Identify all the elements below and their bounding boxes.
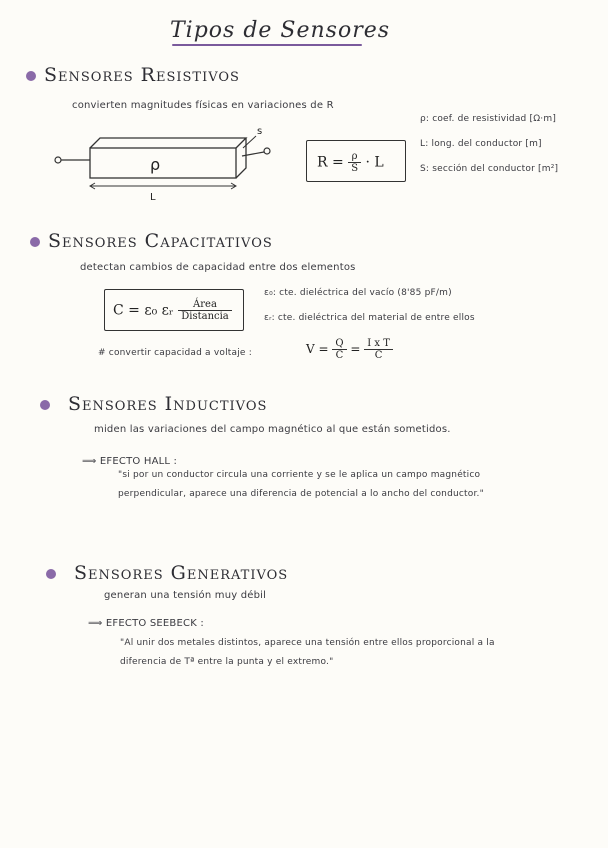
- section-heading-resistivos: Sensores Resistivos: [44, 64, 240, 86]
- section-description-capacitivos: detectan cambios de capacidad entre dos elementos: [80, 262, 356, 273]
- formula-lhs: C = ε₀ εᵣ: [113, 302, 174, 319]
- seebeck-effect-label: ⟹ EFECTO SEEBECK :: [88, 618, 204, 629]
- section-description-inductivos: miden las variaciones del campo magnético al que están sometidos.: [94, 424, 451, 435]
- hall-effect-label: ⟹ EFECTO HALL :: [82, 456, 178, 467]
- conductor-diagram: [50, 120, 280, 202]
- formula-denominator: C: [335, 350, 344, 361]
- legend-length: L: long. del conductor [m]: [420, 139, 542, 149]
- page-title: Tipos de Sensores: [170, 18, 391, 43]
- legend-section: S: sección del conductor [m²]: [420, 164, 559, 174]
- formula-denominator: Distancia: [181, 311, 229, 322]
- formula-tail: · L: [365, 154, 384, 171]
- legend-relative-permittivity: εᵣ: cte. dieléctrica del material de entre ellos: [264, 313, 475, 323]
- title-underline: [172, 44, 362, 46]
- section-heading-generativos: Sensores Generativos: [74, 562, 289, 584]
- formula-numerator: I x T: [364, 338, 393, 350]
- capacitance-formula-box: [104, 289, 244, 331]
- voltage-conversion-note: # convertir capacidad a voltaje :: [98, 348, 252, 358]
- diagram-label-l: L: [150, 192, 156, 202]
- formula-equals: =: [350, 342, 361, 356]
- voltage-conversion-formula: [306, 338, 393, 361]
- formula-numerator: Q: [332, 338, 346, 350]
- formula-numerator: ρ: [348, 151, 361, 163]
- seebeck-effect-quote: "Al unir dos metales distintos, aparece una tensión entre ellos proporcional a la diferencia de Tª entre la punta y el extremo.": [120, 638, 495, 667]
- formula-lhs: R =: [317, 154, 344, 171]
- hall-effect-quote: "si por un conductor circula una corriente y se le aplica un campo magnético perpendicular, aparece una diferencia de potencial a lo ancho del conductor.": [118, 470, 484, 499]
- bullet-dot: [46, 569, 56, 579]
- section-heading-inductivos: Sensores Inductivos: [68, 393, 268, 415]
- legend-vacuum-permittivity: ε₀: cte. dieléctrica del vacío (8'85 pF/m): [264, 288, 452, 298]
- legend-resistivity: ρ: coef. de resistividad [Ω·m]: [420, 114, 557, 124]
- formula-denominator: C: [374, 350, 383, 361]
- section-heading-capacitivos: Sensores Capacitativos: [48, 230, 273, 252]
- formula-numerator: Área: [178, 299, 232, 311]
- formula-lhs: V =: [306, 342, 329, 356]
- resistance-formula-box: [306, 140, 406, 182]
- bullet-dot: [40, 400, 50, 410]
- formula-denominator: S: [351, 163, 359, 174]
- section-description-resistivos: convierten magnitudes físicas en variaciones de R: [72, 100, 334, 111]
- section-description-generativos: generan una tensión muy débil: [104, 590, 267, 601]
- bullet-dot: [26, 71, 36, 81]
- diagram-label-rho: ρ: [150, 155, 161, 174]
- bullet-dot: [30, 237, 40, 247]
- diagram-label-s: s: [257, 126, 263, 137]
